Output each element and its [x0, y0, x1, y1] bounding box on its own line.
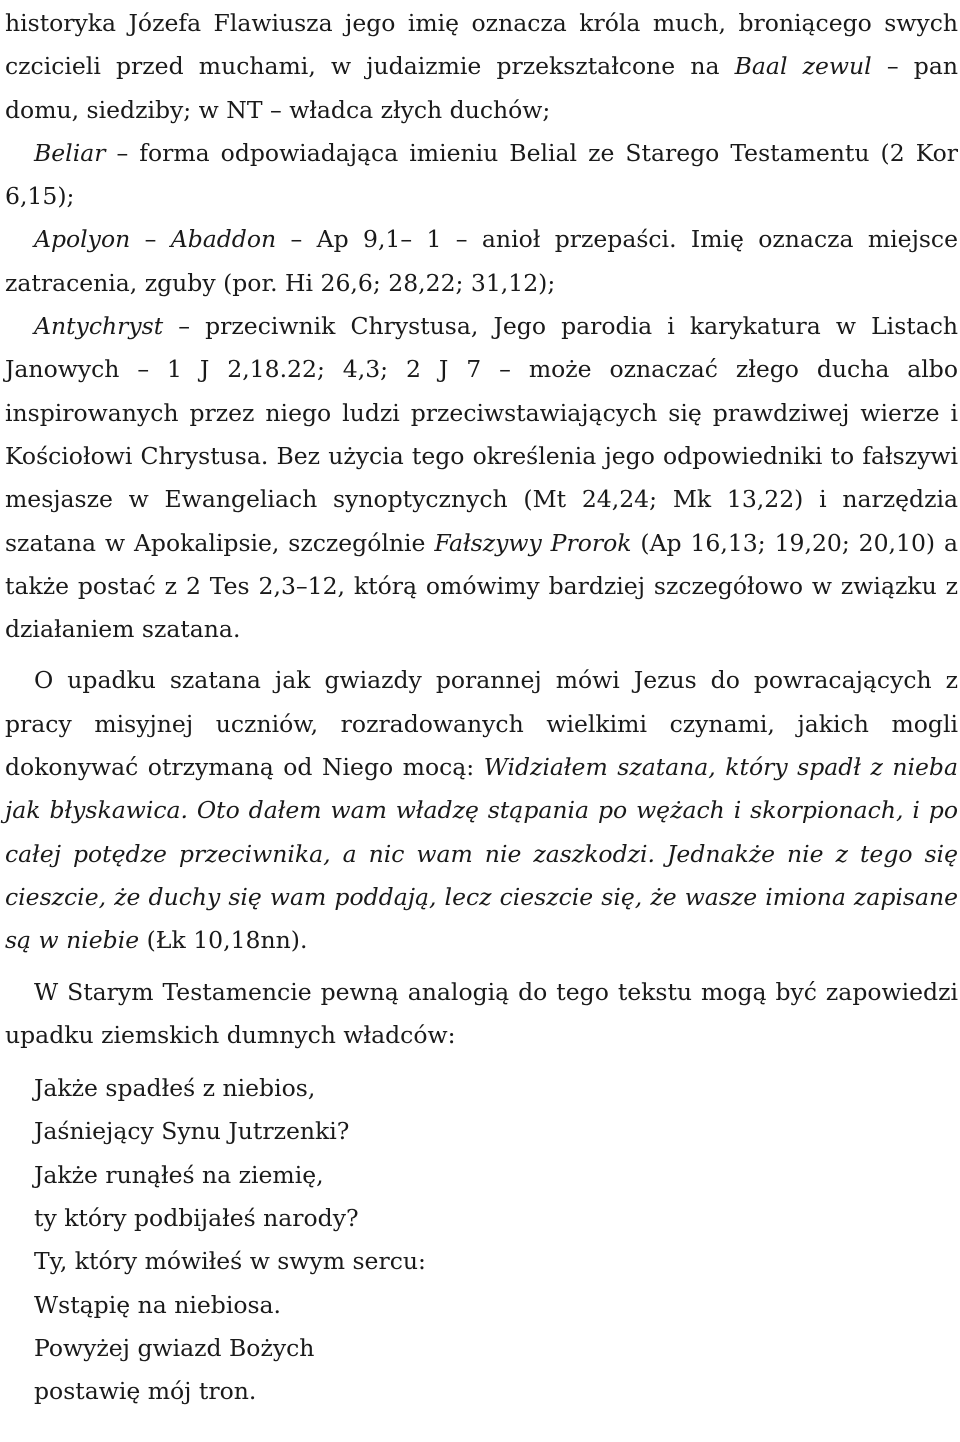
text-run: – forma odpowiadająca imieniu Belial ze Starego Testamentu (2 Kor 6,15); — [5, 138, 958, 211]
poem-line: postawię mój tron. — [34, 1377, 257, 1406]
paragraph-3 — [5, 305, 958, 651]
poem-line: Powyżej gwiazd Bożych — [34, 1333, 315, 1362]
poem-line: Jakże spadłeś z niebios, — [34, 1074, 316, 1103]
poem-quote — [5, 1067, 958, 1413]
text-run: W Starym Testamencie pewną analogią do tego tekstu mogą być zapowiedzi upadku ziemskich dumnych władców: — [5, 977, 958, 1049]
poem-line: Jakże runąłeś na ziemię, — [34, 1160, 324, 1189]
italic-text: Widziałem szatana, który spadł z nieba jak błyskawica. Oto dałem wam władzę stąpania po wężach i skorpionach, i po całej potędze przeciwnika, a nic wam nie zaszkodzi. Jednakże nie z tego się cieszcie, że duchy się wam poddają, lecz cieszcie się, że wasze imiona zapisane są w niebie — [5, 753, 958, 955]
paragraph-1 — [5, 132, 958, 219]
poem-line: Jaśniejący Synu Jutrzenki? — [34, 1117, 350, 1146]
document-page — [5, 2, 958, 1414]
paragraph-2 — [5, 218, 958, 305]
prose-body — [5, 2, 958, 1057]
poem-line: ty który podbijałeś narody? — [34, 1204, 359, 1233]
poem-line: Wstąpię na niebiosa. — [34, 1290, 282, 1319]
text-run: (Ap 16,13; 19,20; 20,10) a także postać z 2 Tes 2,3–12, którą omówimy bardziej szczegółowo w związku z działaniem szatana. — [5, 528, 959, 644]
text-run: – przeciwnik Chrystusa, Jego parodia i karykatura w Listach Janowych – 1 J 2,18.22; 4,3; 2 J 7 – może oznaczać złego ducha albo inspirowanych przez niego ludzi przeciwstawiających się prawdziwej wierze i Kościołowi Chrystusa. Bez użycia tego określenia jego odpowiedniki to fałszywi mesjasze w Ewangeliach synoptycznych (Mt 24,24; Mk 13,22) i narzędzia szatana w Apokalipsie, szczególnie — [5, 312, 958, 557]
italic-text: Abaddon — [170, 225, 277, 254]
italic-text: Fałszywy Prorok — [434, 528, 632, 557]
text-run: – pan domu, siedziby; w NT – władca złych duchów; — [5, 52, 958, 124]
text-run: (Łk 10,18nn). — [139, 926, 308, 955]
paragraph-0 — [5, 2, 958, 132]
text-run: – Ap 9,1– 1 – anioł przepaści. Imię oznacza miejsce zatracenia, zguby (por. Hi 26,6; 28,22; 31,12); — [5, 225, 958, 297]
italic-text: Beliar — [34, 138, 106, 167]
text-run: – — [130, 225, 171, 254]
paragraph-5 — [5, 971, 958, 1058]
italic-text: Baal zewul — [734, 52, 872, 81]
italic-text: Antychryst — [34, 312, 164, 341]
text-run: historyka Józefa Flawiusza jego imię oznacza króla much, broniącego swych czcicieli przed muchami, w judaizmie przekształcone na — [5, 9, 958, 81]
text-run: O upadku szatana jak gwiazdy porannej mówi Jezus do powracających z pracy misyjnej uczniów, rozradowanych wielkimi czynami, jakich mogli dokonywać otrzymaną od Niego mocą: — [5, 666, 958, 782]
poem-line: Ty, który mówiłeś w swym sercu: — [34, 1247, 426, 1276]
paragraph-4 — [5, 659, 958, 962]
italic-text: Apolyon — [34, 225, 131, 254]
